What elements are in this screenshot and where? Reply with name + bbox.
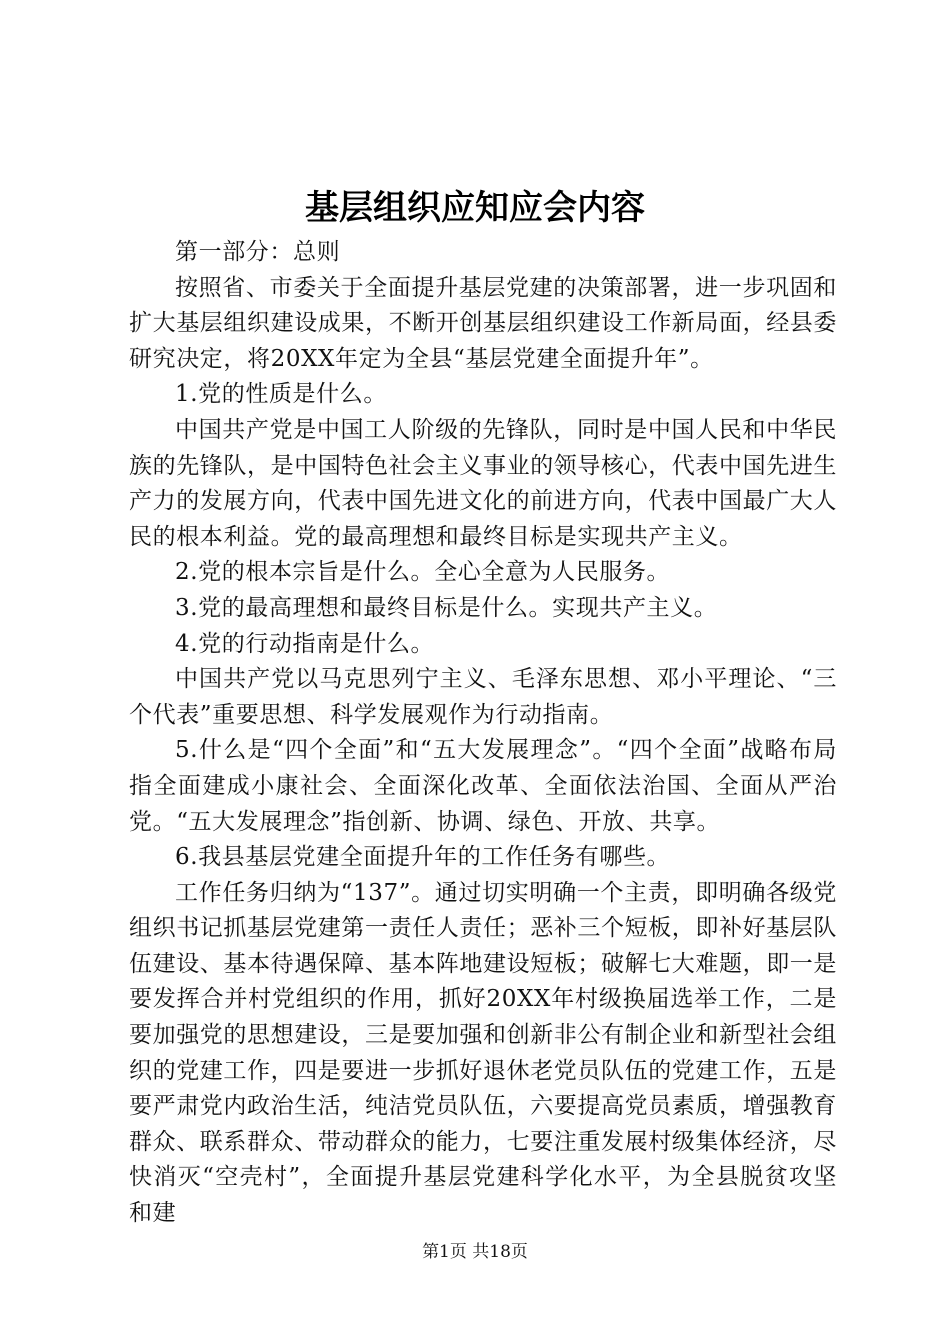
intro-paragraph: 按照省、市委关于全面提升基层党建的决策部署，进一步巩固和扩大基层组织建设成果，不断开创基层组织建设工作新局面，经县委研究决定，将20XX年定为全县“基层党建全面提升年”。	[129, 274, 837, 372]
section-heading: 第一部分：总则	[175, 239, 341, 265]
document-body	[129, 235, 837, 1232]
question-6: 6.我县基层党建全面提升年的工作任务有哪些。	[175, 844, 671, 871]
question-2: 2.党的根本宗旨是什么。全心全意为人民服务。	[175, 559, 671, 586]
page-title: 基层组织应知应会内容	[305, 188, 645, 228]
question-1: 1.党的性质是什么。	[175, 381, 387, 408]
answer-4: 中国共产党以马克思列宁主义、毛泽东思想、邓小平理论、“三个代表”重要思想、科学发展观作为行动指南。	[129, 666, 837, 728]
page-footer: 第1页 共18页	[422, 1242, 528, 1262]
answer-6: 工作任务归纳为“137”。通过切实明确一个主责，即明确各级党组织书记抓基层党建第一责任人责任；恶补三个短板，即补好基层队伍建设、基本待遇保障、基本阵地建设短板；破解七大难题，即一是要发挥合并村党组织的作用，抓好20XX年村级换届选举工作，二是要加强党的思想建设，三是要加强和创新非公有制企业和新型社会组织的党建工作，四是要进一步抓好退休老党员队伍的党建工作，五是要严肃党内政治生活，纯洁党员队伍，六要提高党员素质，增强教育群众、联系群众、带动群众的能力，七要注重发展村级集体经济，尽快消灭“空壳村”，全面提升基层党建科学化水平，为全县脱贫攻坚和建	[129, 879, 837, 1227]
answer-1: 中国共产党是中国工人阶级的先锋队，同时是中国人民和中华民族的先锋队，是中国特色社会主义事业的领导核心，代表中国先进生产力的发展方向，代表中国先进文化的前进方向，代表中国最广大人民的根本利益。党的最高理想和最终目标是实现共产主义。	[129, 416, 837, 550]
question-5: 5.什么是“四个全面”和“五大发展理念”。“四个全面”战略布局指全面建成小康社会、全面深化改革、全面依法治国、全面从严治党。“五大发展理念”指创新、协调、绿色、开放、共享。	[129, 737, 837, 835]
question-4: 4.党的行动指南是什么。	[175, 630, 435, 657]
question-3: 3.党的最高理想和最终目标是什么。实现共产主义。	[175, 594, 718, 621]
